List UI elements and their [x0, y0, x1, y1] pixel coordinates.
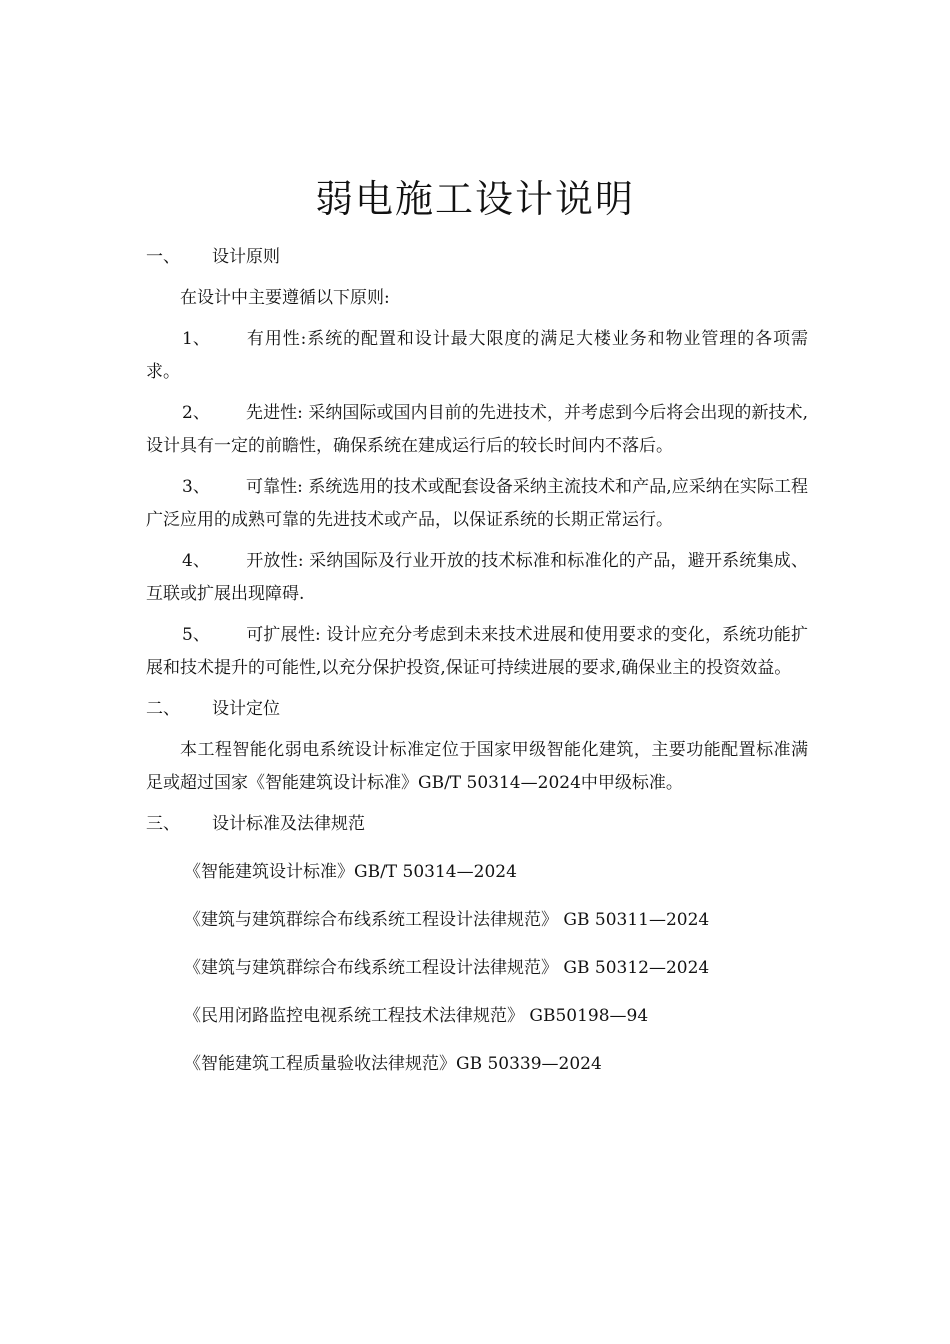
principle-item [146, 397, 808, 463]
principle-item [146, 471, 808, 537]
principle-number: 5、 [182, 625, 210, 645]
principle-number: 3、 [182, 477, 210, 497]
principle-text: 先进性: 采纳国际或国内目前的先进技术，并考虑到今后将会出现的新技术,设计具有一定的前瞻性，确保系统在建成运行后的较长时间内不落后。 [146, 403, 808, 456]
standard-item: 《建筑与建筑群综合布线系统工程设计法律规范》 GB 50311—2024 [184, 910, 710, 930]
section-heading-standards [146, 808, 808, 841]
principle-number: 4、 [182, 551, 210, 571]
principle-item [146, 545, 808, 611]
document-body [146, 241, 808, 1096]
standard-item: 《民用闭路监控电视系统工程技术法律规范》 GB50198—94 [184, 1006, 649, 1026]
principle-item [146, 619, 808, 685]
principle-text: 有用性:系统的配置和设计最大限度的满足大楼业务和物业管理的各项需求。 [146, 329, 808, 382]
principles-intro: 在设计中主要遵循以下原则: [180, 288, 390, 308]
standard-item: 《建筑与建筑群综合布线系统工程设计法律规范》 GB 50312—2024 [184, 958, 710, 978]
section-title: 设计定位 [212, 699, 280, 719]
principle-number: 2、 [182, 403, 210, 423]
section-heading-principles [146, 241, 808, 274]
section-title: 设计标准及法律规范 [212, 814, 365, 834]
section-number: 三、 [146, 814, 180, 834]
principle-number: 1、 [182, 329, 210, 349]
standard-item: 《智能建筑设计标准》GB/T 50314—2024 [184, 862, 517, 882]
positioning-text: 本工程智能化弱电系统设计标准定位于国家甲级智能化建筑，主要功能配置标准满足或超过国家《智能建筑设计标准》GB/T 50314—2024中甲级标准。 [146, 740, 808, 793]
standard-item: 《智能建筑工程质量验收法律规范》GB 50339—2024 [184, 1054, 602, 1074]
section-title: 设计原则 [212, 247, 280, 267]
principle-text: 可靠性: 系统选用的技术或配套设备采纳主流技术和产品,应采纳在实际工程广泛应用的成熟可靠的先进技术或产品，以保证系统的长期正常运行。 [146, 477, 808, 530]
principle-item [146, 323, 808, 389]
section-heading-positioning [146, 693, 808, 726]
principle-text: 开放性: 采纳国际及行业开放的技术标准和标准化的产品，避开系统集成、互联或扩展出现障碍. [146, 551, 808, 604]
section-number: 二、 [146, 699, 180, 719]
section-number: 一、 [146, 247, 180, 267]
principle-text: 可扩展性: 设计应充分考虑到未来技术进展和使用要求的变化，系统功能扩展和技术提升的可能性,以充分保护投资,保证可持续进展的要求,确保业主的投资效益。 [146, 625, 808, 678]
document-title: 弱电施工设计说明 [314, 177, 635, 222]
